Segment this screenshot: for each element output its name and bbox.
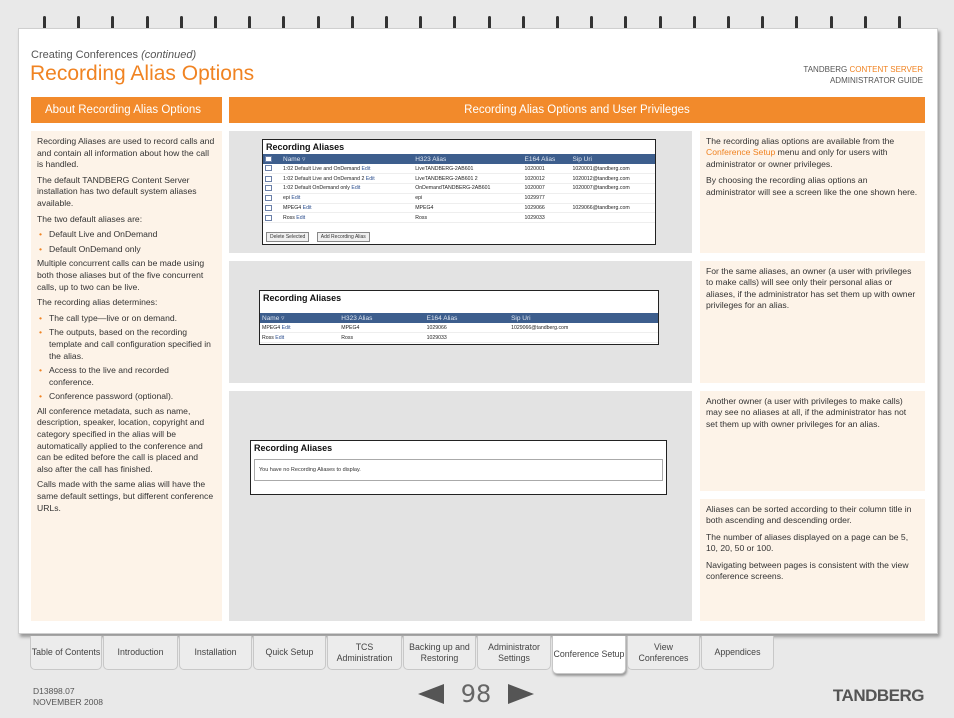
row-checkbox[interactable] — [265, 205, 272, 211]
h323-cell: Ross — [339, 333, 424, 343]
edit-link[interactable]: Edit — [281, 324, 291, 331]
empty-message: You have no Recording Aliases to display. — [254, 459, 663, 481]
column-header-h323[interactable]: H323 Alias — [413, 154, 522, 164]
tab-appendices[interactable]: Appendices — [701, 636, 774, 670]
h323-cell: epi — [413, 193, 522, 203]
table-row — [263, 203, 655, 213]
e164-cell: 1029977 — [523, 193, 571, 203]
h323-cell: LiveTANDBERG-2AB601 — [413, 164, 522, 174]
edit-link[interactable]: Edit — [291, 195, 301, 202]
sip-cell: 1029066@tandberg.com — [570, 203, 655, 213]
e164-cell: 1020001 — [523, 164, 571, 174]
list-item: • Default Live and OnDemand — [37, 229, 216, 241]
h323-cell: OnDemandTANDBERG-2AB601 — [413, 184, 522, 194]
h323-cell: LiveTANDBERG-2AB601 2 — [413, 174, 522, 184]
edit-link[interactable]: Edit — [351, 185, 361, 192]
sip-cell: 1020012@tandberg.com — [570, 174, 655, 184]
previous-page-arrow[interactable] — [418, 684, 444, 704]
note-owner: For the same aliases, an owner (a user with privileges to make calls) will see only their personal alias or aliases, if the administrator has set them up with owner privileges for an alias. — [700, 261, 925, 383]
h323-cell: MPEG4 — [413, 203, 522, 213]
sip-cell: 1020001@tandberg.com — [570, 164, 655, 174]
table-row — [260, 323, 658, 333]
sip-cell: 1029066@tandberg.com — [509, 323, 658, 333]
screenshot-owner — [229, 261, 692, 383]
row-checkbox[interactable] — [265, 176, 272, 182]
e164-cell: 1029033 — [523, 213, 571, 223]
edit-link[interactable]: Edit — [361, 165, 371, 172]
alias-name-cell: 1:02 Default OnDemand only Edit — [281, 184, 413, 194]
row-checkbox[interactable] — [265, 215, 272, 221]
edit-link[interactable]: Edit — [302, 205, 312, 212]
h323-cell: MPEG4 — [339, 323, 424, 333]
note-no-aliases: Another owner (a user with privileges to make calls) may see no aliases at all, if the administrator has not set them up with owner privileges for an alias. — [700, 391, 925, 491]
table-row — [260, 333, 658, 343]
recording-aliases-panel: Recording Aliases You have no Recording Aliases to display. — [250, 440, 667, 495]
sip-cell — [509, 333, 658, 343]
recording-aliases-panel: Recording Aliases Name ▿ H323 Alias E164 Alias Sip Uri 1:02 Default Live and OnDemand Edit LiveTANDBERG-2AB601 1020001 1020001@tandberg.com 1:02 Default Live and OnDemand 2 Edit LiveTANDBERG-2AB601 2 1020012 1020012@tandberg.com 1:02 Default OnDemand only Edit OnDemandTANDBERG-2AB601 1020007 1020007@tandberg.com epi Edit epi 1029977 MPEG4 Edit MPEG4 1029066 1029066@tandberg.com Ross Edit Ross 1029033 Delete Selected Add Recording Alias — [262, 139, 656, 245]
delete-selected-button[interactable]: Delete Selected — [266, 232, 309, 242]
alias-name-cell: 1:02 Default Live and OnDemand 2 Edit — [281, 174, 413, 184]
edit-link[interactable]: Edit — [365, 175, 375, 182]
tab-installation[interactable]: Installation — [179, 636, 252, 670]
e164-cell: 1029033 — [425, 333, 509, 343]
alias-name-cell: Ross Edit — [281, 213, 413, 223]
page-number: 98 — [460, 680, 492, 708]
page-title: Recording Alias Options — [30, 62, 255, 85]
tab-tcs-administration[interactable]: TCS Administration — [327, 636, 402, 670]
brand-header: TANDBERG CONTENT SERVER ADMINISTRATOR GUIDE — [803, 65, 923, 85]
tab-administrator-settings[interactable]: Administrator Settings — [477, 636, 551, 670]
about-text: Recording Aliases are used to record calls and and contain all information about how the call is handled. The default TANDBERG Content Server installation has two default system aliases available. The two default aliases are: • Default Live and OnDemand • Default OnDemand only Multiple concurrent calls can be made using both those aliases but of the five concurrent calls, up to two can be live. The recording alias determines: • The call type—live or on demand. • The outputs, based on the recording template and call configuration specified in the alias. • Access to the live and recorded conference. • Conference password (optional). All conference metadata, such as name, description, speaker, location, copyright and category specified in the alias will be automatically applied to the conference and can be edited before the call is placed and also after the call has finished. Calls made with the same alias will have the same default settings, but different conference URLs. — [31, 131, 222, 621]
next-page-arrow[interactable] — [508, 684, 534, 704]
alias-table — [263, 154, 655, 223]
tab-conference-setup[interactable]: Conference Setup — [552, 636, 626, 674]
screenshot-admin — [229, 131, 692, 253]
list-item: • The call type—live or on demand. — [37, 313, 216, 325]
edit-link[interactable]: Edit — [296, 214, 306, 221]
sip-cell — [570, 213, 655, 223]
tab-quick-setup[interactable]: Quick Setup — [253, 636, 326, 670]
h323-cell: Ross — [413, 213, 522, 223]
list-item: • Default OnDemand only — [37, 244, 216, 256]
column-header-name[interactable]: Name ▿ — [281, 154, 413, 164]
select-all-checkbox[interactable] — [265, 156, 272, 162]
table-row — [263, 164, 655, 174]
e164-cell: 1020007 — [523, 184, 571, 194]
recording-aliases-panel: Recording Aliases Name ▿ H323 Alias E164 Alias Sip Uri MPEG4 Edit MPEG4 1029066 1029066@tandberg.com Ross Edit Ross 1029033 — [259, 290, 659, 345]
list-item: • The outputs, based on the recording template and call configuration specified in the alias. — [37, 327, 216, 362]
guide-page — [18, 28, 938, 634]
row-checkbox[interactable] — [265, 195, 272, 201]
column-header-name[interactable]: Name ▿ — [260, 313, 339, 323]
tab-view-conferences[interactable]: View Conferences — [627, 636, 700, 670]
table-row — [263, 193, 655, 203]
document-id: D13898.07 NOVEMBER 2008 — [33, 686, 103, 707]
tab-introduction[interactable]: Introduction — [103, 636, 178, 670]
column-header-e164[interactable]: E164 Alias — [425, 313, 509, 323]
table-row — [263, 184, 655, 194]
alias-name-cell: MPEG4 Edit — [281, 203, 413, 213]
screenshot-no-aliases — [229, 391, 692, 621]
conference-setup-link[interactable]: Conference Setup — [706, 147, 776, 158]
row-checkbox[interactable] — [265, 165, 272, 171]
column-header-e164[interactable]: E164 Alias — [523, 154, 571, 164]
tandberg-logo: TANDBERG — [832, 686, 924, 705]
sip-cell: 1020007@tandberg.com — [570, 184, 655, 194]
alias-name-cell: 1:02 Default Live and OnDemand Edit — [281, 164, 413, 174]
note-sorting: Aliases can be sorted according to their column title in both ascending and descending order. The number of aliases displayed on a page can be 5, 10, 20, 50 or 100. Navigating between pages is consistent with the view conference screens. — [700, 499, 925, 621]
table-row — [263, 174, 655, 184]
e164-cell: 1029066 — [523, 203, 571, 213]
tab-table-of-contents[interactable]: Table of Contents — [30, 636, 102, 670]
column-header-h323[interactable]: H323 Alias — [339, 313, 424, 323]
alias-table — [260, 313, 658, 343]
section-bar-about: About Recording Alias Options — [31, 97, 222, 123]
alias-name-cell: Ross Edit — [260, 333, 339, 343]
list-item: • Access to the live and recorded conference. — [37, 365, 216, 388]
pager — [418, 680, 534, 708]
row-checkbox[interactable] — [265, 185, 272, 191]
note-admin: The recording alias options are available from the Conference Setup menu and only for users with administrator or owner privileges. By choosing the recording alias options an administrator will see a screen like the one shown here. — [700, 131, 925, 253]
column-header-sip[interactable]: Sip Uri — [509, 313, 658, 323]
add-recording-alias-button[interactable]: Add Recording Alias — [317, 232, 370, 242]
alias-name-cell: epi Edit — [281, 193, 413, 203]
table-row — [263, 213, 655, 223]
section-bar-privileges: Recording Alias Options and User Privileges — [229, 97, 925, 123]
list-item: • Conference password (optional). — [37, 391, 216, 403]
column-header-sip[interactable]: Sip Uri — [570, 154, 655, 164]
sip-cell — [570, 193, 655, 203]
breadcrumb: Creating Conferences (continued) — [31, 49, 197, 61]
edit-link[interactable]: Edit — [275, 334, 285, 341]
alias-name-cell: MPEG4 Edit — [260, 323, 339, 333]
tab-backing-up-and-restoring[interactable]: Backing up and Restoring — [403, 636, 476, 670]
e164-cell: 1020012 — [523, 174, 571, 184]
e164-cell: 1029066 — [425, 323, 509, 333]
